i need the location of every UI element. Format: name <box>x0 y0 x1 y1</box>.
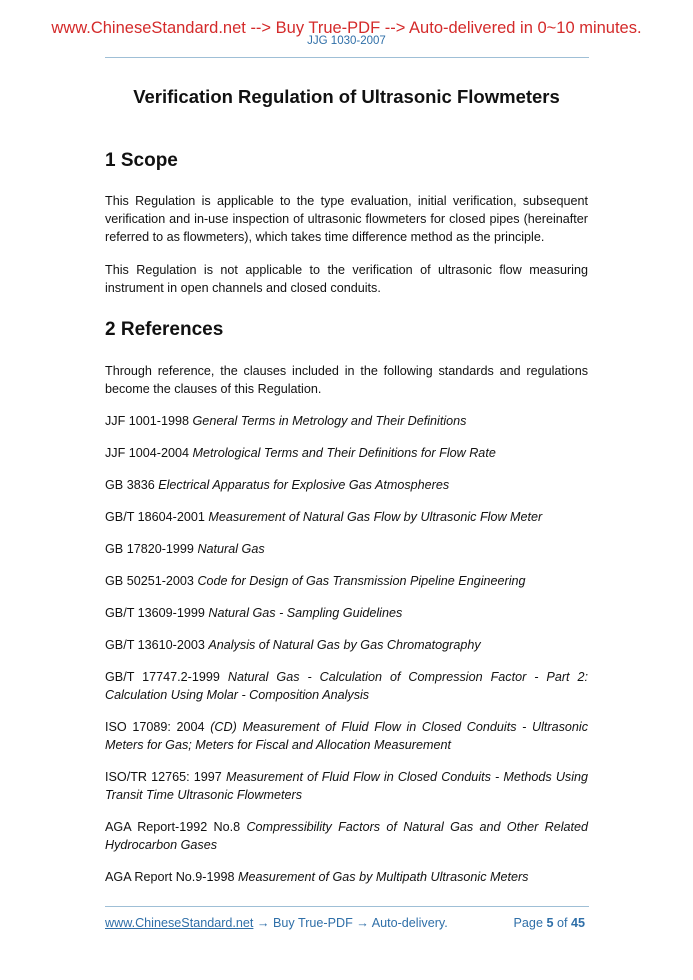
footer-divider <box>105 906 589 907</box>
reference-item <box>105 476 588 494</box>
reference-title: Natural Gas <box>197 542 265 556</box>
reference-item <box>105 636 588 654</box>
reference-title: Analysis of Natural Gas by Gas Chromatography <box>208 638 481 652</box>
reference-title: Code for Design of Gas Transmission Pipeline Engineering <box>197 574 526 588</box>
page-indicator: Page 5 of 45 <box>513 916 585 930</box>
reference-item <box>105 768 588 804</box>
reference-title: Measurement of Fluid Flow in Closed Conduits - Methods Using Transit Time Ultrasonic Flowmeters <box>105 770 589 802</box>
reference-item <box>105 412 588 430</box>
reference-code: JJF 1004-2004 <box>105 446 190 460</box>
reference-code: GB/T 17747.2-1999 <box>105 670 220 684</box>
reference-code: GB 50251-2003 <box>105 574 194 588</box>
reference-list <box>105 412 588 886</box>
reference-title: Natural Gas - Sampling Guidelines <box>208 606 403 620</box>
paragraph: Through reference, the clauses included in the following standards and regulations become the clauses of this Regulation. <box>105 364 588 396</box>
reference-code: JJF 1001-1998 <box>105 414 190 428</box>
reference-item <box>105 604 588 622</box>
header-divider <box>105 57 589 58</box>
promo-banner: www.ChineseStandard.net --> Buy True-PDF --> Auto-delivered in 0~10 minutes. <box>51 19 642 37</box>
reference-code: GB/T 13609-1999 <box>105 606 205 620</box>
reference-title: Metrological Terms and Their Definitions for Flow Rate <box>192 446 496 460</box>
paragraph: This Regulation is applicable to the type evaluation, initial verification, subsequent verification and in-use inspection of ultrasonic flowmeters for closed pipes (hereinafter referred to as flowmeters), which takes time difference method as the principle. <box>105 194 588 244</box>
footer <box>105 914 585 932</box>
reference-item <box>105 444 588 462</box>
paragraph: This Regulation is not applicable to the verification of ultrasonic flow measuring instrument in open channels and closed conduits. <box>105 263 588 295</box>
document-title: Verification Regulation of Ultrasonic Flowmeters <box>133 86 560 107</box>
reference-item <box>105 668 588 704</box>
reference-item <box>105 572 588 590</box>
reference-title: (CD) Measurement of Fluid Flow in Closed Conduits - Ultrasonic Meters for Gas; Meters for Fiscal and Allocation Measurement <box>105 720 588 752</box>
reference-item <box>105 818 588 854</box>
reference-title: Natural Gas - Calculation of Compression Factor - Part 2: Calculation Using Molar - Composition Analysis <box>105 670 588 702</box>
reference-code: ISO/TR 12765: 1997 <box>105 770 222 784</box>
reference-code: AGA Report No.9-1998 <box>105 870 235 884</box>
reference-code: GB/T 13610-2003 <box>105 638 205 652</box>
reference-code: GB 17820-1999 <box>105 542 194 556</box>
page-number: 5 <box>546 916 554 930</box>
reference-title: Compressibility Factors of Natural Gas and Other Related Hydrocarbon Gases <box>105 820 589 852</box>
reference-title: Measurement of Gas by Multipath Ultrasonic Meters <box>238 870 529 884</box>
section-heading-references: 2 References <box>105 319 224 340</box>
reference-code: GB 3836 <box>105 478 155 492</box>
reference-item <box>105 508 588 526</box>
reference-item <box>105 868 588 886</box>
footer-link[interactable]: www.ChineseStandard.net <box>105 916 254 930</box>
reference-title: General Terms in Metrology and Their Definitions <box>192 414 467 428</box>
document-id: JJG 1030-2007 <box>307 35 386 47</box>
reference-code: ISO 17089: 2004 <box>105 720 205 734</box>
reference-title: Electrical Apparatus for Explosive Gas Atmospheres <box>158 478 450 492</box>
reference-item <box>105 540 588 558</box>
reference-title: Measurement of Natural Gas Flow by Ultrasonic Flow Meter <box>208 510 543 524</box>
page-content <box>105 85 588 886</box>
reference-code: GB/T 18604-2001 <box>105 510 205 524</box>
page-total: 45 <box>570 916 585 930</box>
reference-code: AGA Report-1992 No.8 <box>105 820 241 834</box>
footer-text: → Buy True-PDF → Auto-delivery. <box>253 916 448 930</box>
reference-item <box>105 718 588 754</box>
section-heading-scope: 1 Scope <box>105 150 178 171</box>
